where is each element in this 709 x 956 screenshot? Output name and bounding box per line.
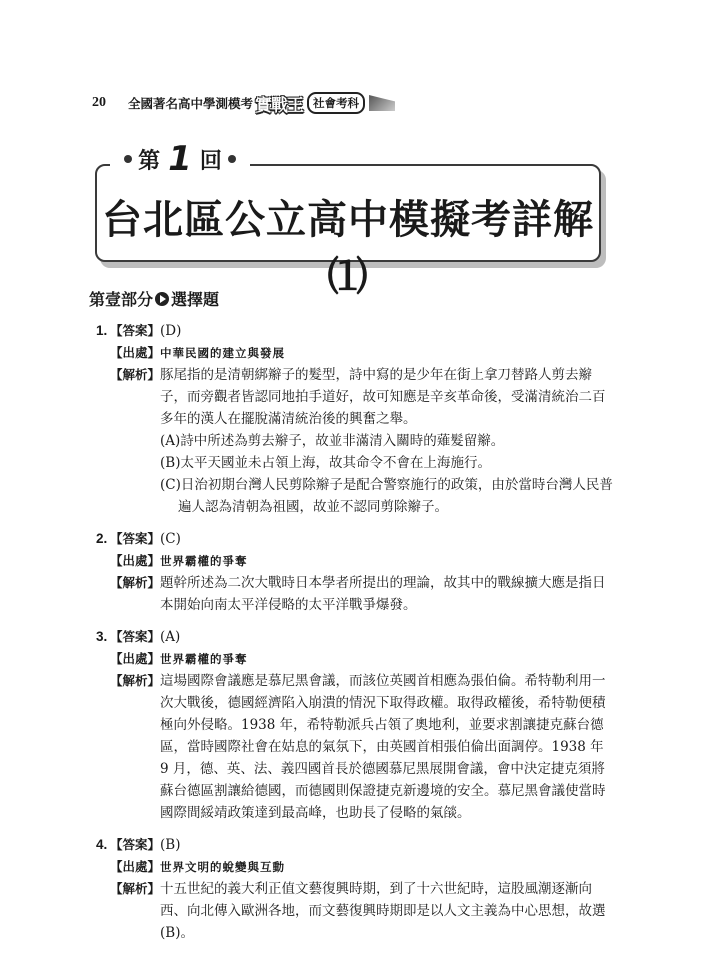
source-label: 【出處】 bbox=[110, 651, 161, 666]
answer-value: (A) bbox=[160, 629, 181, 645]
brand-logo: 實戰王 bbox=[255, 95, 304, 116]
source-label: 【出處】 bbox=[110, 345, 161, 360]
question-item bbox=[96, 528, 616, 616]
question-number: 2. bbox=[96, 531, 108, 546]
source-value: 世界文明的蛻變與互動 bbox=[160, 860, 285, 874]
explain-label: 【解析】 bbox=[110, 881, 161, 896]
section-part: 第壹部分 bbox=[89, 290, 154, 309]
option-note-continued: 遍人認為清朝為祖國，故並不認同剪除辮子。 bbox=[178, 499, 448, 515]
answer-label: 【答案】 bbox=[110, 629, 161, 644]
bullet-dot-icon bbox=[124, 155, 132, 163]
question-number: 3. bbox=[96, 629, 108, 644]
section-title bbox=[89, 287, 219, 310]
series-title: 全國著名高中學測模考 bbox=[128, 96, 254, 111]
source-label: 【出處】 bbox=[110, 553, 161, 568]
question-item bbox=[96, 626, 616, 824]
play-icon bbox=[155, 292, 169, 306]
main-title: 台北區公立高中模擬考詳解⑴ bbox=[102, 197, 594, 300]
option-note: (A)詩中所述為剪去辮子，故並非滿清入關時的薙髮留辮。 bbox=[160, 433, 505, 449]
answer-value: (C) bbox=[160, 531, 181, 547]
explain-label: 【解析】 bbox=[110, 367, 161, 382]
page-number: 20 bbox=[92, 95, 106, 110]
explanation-text: 豚尾指的是清朝綁辮子的髮型，詩中寫的是少年在街上拿刀替路人剪去辮子，而旁觀者皆認同地拍手道好，故可知應是辛亥革命後，受滿清統治二百多年的漢人在擺脫滿清統治後的興奮之舉。 bbox=[160, 367, 606, 427]
bullet-dot-icon bbox=[228, 155, 236, 163]
explain-label: 【解析】 bbox=[110, 673, 161, 688]
subject-badge: 社會考科 bbox=[307, 92, 365, 114]
explanation-text: 這場國際會議應是慕尼黑會議，而該位英國首相應為張伯倫。希特勒利用一次大戰後，德國經濟陷入崩潰的情況下取得政權。取得政權後，希特勒便積極向外侵略。1938 年，希特勒派兵占領了奧地利，並要求割讓捷克蘇台德區，當時國際社會在姑息的氣氛下，由英國首相張伯倫出面調停。1938 年 9 月，德、英、法、義四國首長於德國慕尼黑展開會議，會中決定捷克須將蘇台德區割讓給德國，而德國則保證捷克新邊境的安全。慕尼黑會議使當時國際間綏靖政策達到最高峰，也助長了侵略的氣燄。 bbox=[160, 673, 606, 821]
source-value: 世界霸權的爭奪 bbox=[160, 554, 248, 568]
source-label: 【出處】 bbox=[110, 859, 161, 874]
answer-value: (D) bbox=[160, 323, 182, 339]
page-header bbox=[92, 92, 395, 114]
answer-label: 【答案】 bbox=[110, 531, 161, 546]
question-item bbox=[96, 834, 616, 944]
question-item bbox=[96, 320, 616, 518]
question-number: 4. bbox=[96, 837, 108, 852]
answer-value: (B) bbox=[160, 837, 181, 853]
source-value: 世界霸權的爭奪 bbox=[160, 652, 248, 666]
round-number: 1 bbox=[168, 139, 192, 179]
page-corner-icon bbox=[369, 95, 395, 111]
round-prefix: 第 bbox=[138, 148, 161, 174]
round-label bbox=[110, 139, 250, 179]
answer-label: 【答案】 bbox=[110, 837, 161, 852]
answer-label: 【答案】 bbox=[110, 323, 161, 338]
question-list bbox=[96, 320, 616, 954]
option-note: (C)日治初期台灣人民剪除辮子是配合警察施行的政策，由於當時台灣人民普 bbox=[160, 477, 613, 493]
round-suffix: 回 bbox=[199, 148, 222, 174]
explanation-text: 十五世紀的義大利正值文藝復興時期，到了十六世紀時，這股風潮逐漸向西、向北傳入歐洲各地，而文藝復興時期即是以人文主義為中心思想，故選(B)。 bbox=[160, 881, 606, 941]
option-note: (B)太平天國並未占領上海，故其命令不會在上海施行。 bbox=[160, 455, 491, 471]
explain-label: 【解析】 bbox=[110, 575, 161, 590]
section-name: 選擇題 bbox=[171, 290, 220, 309]
explanation-text: 題幹所述為二次大戰時日本學者所提出的理論，故其中的戰線擴大應是指日本開始向南太平洋侵略的太平洋戰爭爆發。 bbox=[160, 575, 606, 613]
question-number: 1. bbox=[96, 323, 108, 338]
source-value: 中華民國的建立與發展 bbox=[160, 346, 285, 360]
